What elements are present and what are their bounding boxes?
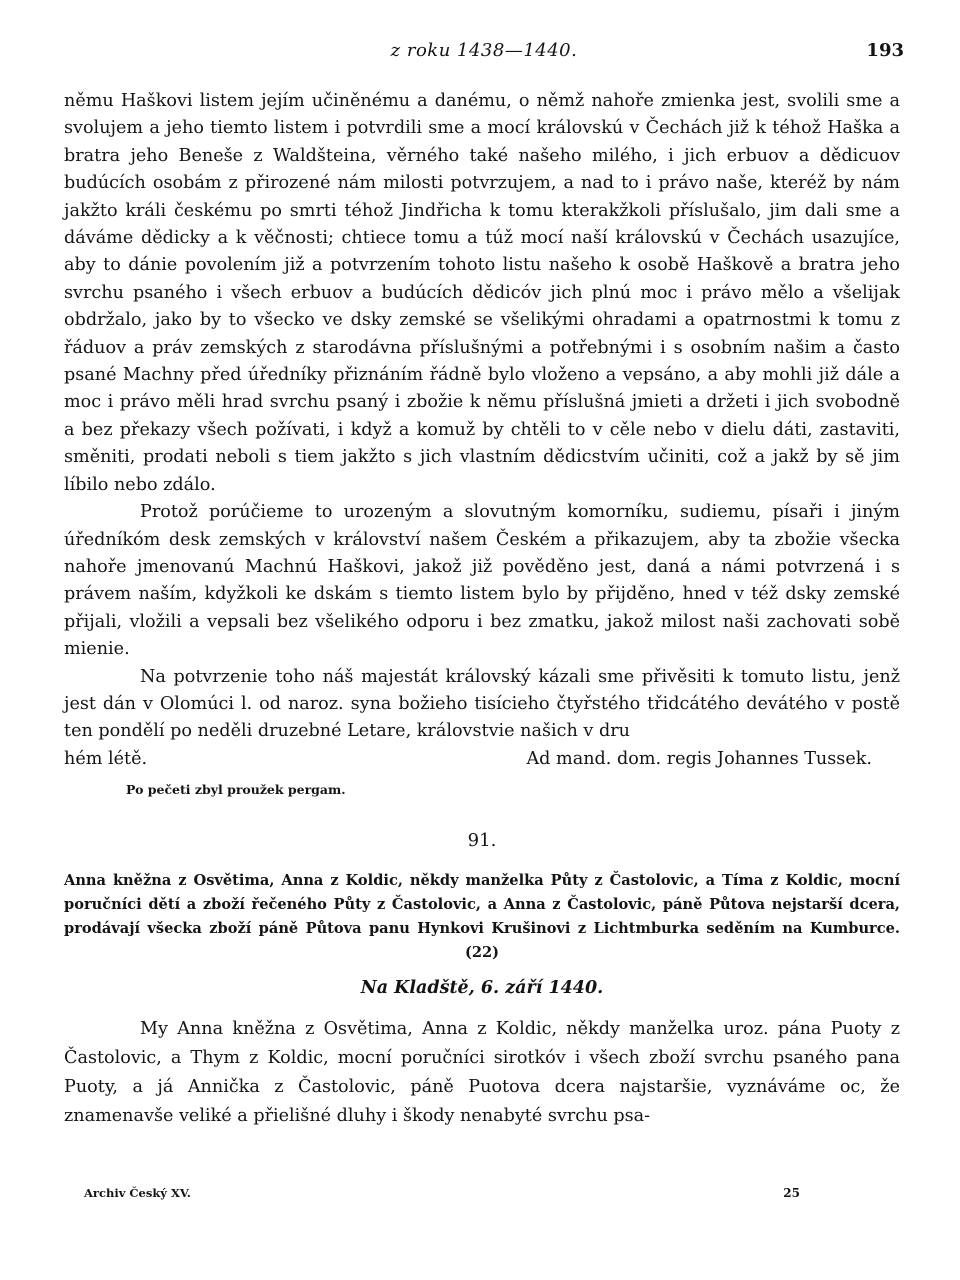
signature-line xyxy=(64,746,900,773)
chancery-note: Ad mand. dom. regis Johannes Tussek. xyxy=(526,748,872,769)
signature-left: hém létě. xyxy=(64,748,148,769)
page-number: 193 xyxy=(866,40,904,61)
document-text xyxy=(64,1015,900,1131)
paragraph-sealing: Na potvrzenie toho náš majestát královský kázali sme přivěsiti k tomuto listu, jenž jest dán v Olomúci l. od naroz. syna božieho tisícieho čtyřstého třidcátého devátého v postě ten pondělí po neděli druzebné Letare, královstvie našich v dru xyxy=(64,666,900,742)
footer-signature-mark: 25 xyxy=(783,1186,800,1200)
running-head xyxy=(64,40,904,70)
document-number: 91. xyxy=(467,830,497,852)
seal-note: Po pečeti zbyl proužek pergam. xyxy=(126,782,346,798)
document-regest: Anna kněžna z Osvětima, Anna z Koldic, někdy manželka Půty z Častolovic, a Tíma z Koldic, mocní poručníci dětí a zboží řečeného Půty z Častolovic, a Anna z Častolovic, páně Půtova nejstarší dcera, prodávají všecka zboží páně Půtova panu Hynkovi Krušinovi z Lichtmburka seděním na Kumburce. (22) xyxy=(64,872,900,962)
running-title: z roku 1438—1440. xyxy=(390,40,578,61)
page-footer xyxy=(84,1186,800,1206)
footer-series-title: Archiv Český XV. xyxy=(84,1186,191,1200)
paragraph-continuation: němu Haškovi listem jejím učiněnému a danému, o němž nahoře zmienka jest, svolili sme a svolujem a jeho tiemto listem i potvrdili sme a mocí královskú v Čechách již k téhož Haška a bratra jeho Beneše z Waldšteina, věrného také našeho milého, i jich erbuov a dědicuov budúcích osobám z přirozené nám milosti potvrzujem, a nad to i právo naše, kteréž by nám jakžto králi českému po smrti téhož Jindřicha k tomu kterakžkoli příslušalo, jim dali sme a dáváme dědicky a k věčnosti; chtiece tomu a túž mocí naší královskú v Čechách usazujíce, aby to dánie povolením již a potvrzením tohoto listu našeho k osobě Haškově a bratra jeho svrchu psaného i všech erbuov a budúcích dědicóv jich plnú moc i právo mělo a všelijak obdržalo, jako by to všecko ve dsky zemské se všelikými ohradami a opatrnostmi k tomu z řáduov a práv zemských z starodávna příslušnými a potřebnými i s osobním našim a často psané Machny před úředníky přiznáním řádně bylo vloženo a vepsáno, a aby mohli již dále a moc i právo měli hrad svrchu psaný i zbožie k němu příslušná jmieti a držeti i jich svobodně a bez překazy všech požívati, i když a komuž by chtěli to v cěle nebo v dielu dáti, zastaviti, směniti, prodati neboli s tiem jakžto s jich vlastním dědicstvím učiniti, což a jakž by sě jim líbilo nebo zdálo. xyxy=(64,91,900,495)
body-text xyxy=(64,88,900,1131)
document-place-date: Na Kladště, 6. září 1440. xyxy=(360,978,604,999)
paragraph-command: Protož porúčieme to urozeným a slovutným komorníku, sudiemu, písaři i jiným úředníkóm desk zemských v království našem Českém a přikazujem, aby ta zbožie všecka nahoře jmenovanú Machnú Haškovi, jakož již pověděno jest, daná a námi potvrzená i s právem naším, kdyžkoli ke dskám s tiemto listem bylo by přijděno, hned v též dsky zemské přijali, vložili a vepsali bez všelikého odporu i bez zmatku, jakož milost naši zachovati sobě mienie. xyxy=(64,502,900,660)
document-text-paragraph: My Anna kněžna z Osvětima, Anna z Koldic, někdy manželka uroz. pána Puoty z Častolovic, a Thym z Koldic, mocní poručníci sirotkóv i všech zboží svrchu psaného pana Puoty, a já Annička z Častolovic, páně Puotova dcera najstaršie, vyznáváme oc, že znamenavše veliké a přielišné dluhy i škody nenabyté svrchu psa- xyxy=(64,1019,900,1127)
